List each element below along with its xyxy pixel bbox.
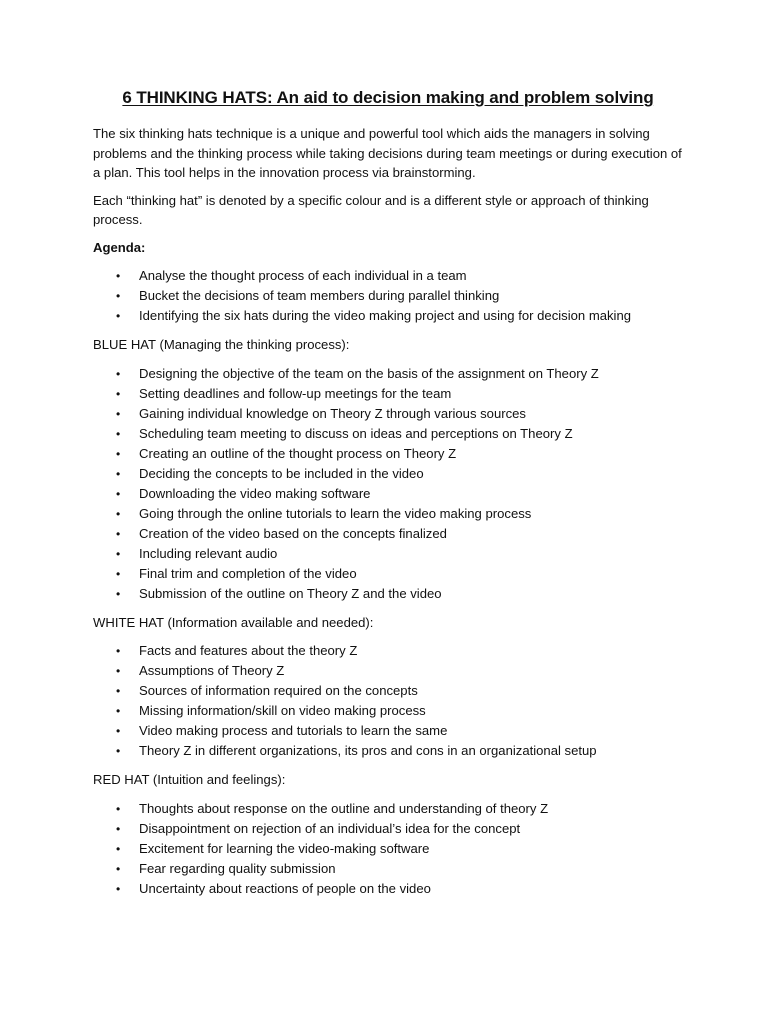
white-hat-heading: WHITE HAT (Information available and needed):: [93, 614, 374, 630]
bullet-icon: •: [116, 684, 121, 698]
bullet-icon: •: [116, 586, 121, 601]
list-item-text: Downloading the video making software: [139, 485, 371, 501]
bullet-icon: •: [116, 744, 121, 758]
list-item: [93, 464, 683, 484]
list-item-text: Uncertainty about reactions of people on the video: [139, 880, 431, 896]
bullet-icon: •: [116, 289, 121, 303]
bullet-icon: •: [116, 406, 121, 421]
bullet-icon: •: [116, 466, 121, 481]
list-item: [93, 641, 683, 661]
bullet-icon: •: [116, 664, 121, 678]
white-hat-list: [93, 641, 683, 761]
list-item-text: Theory Z in different organizations, its pros and cons in an organizational setup: [139, 743, 597, 758]
bullet-icon: •: [116, 861, 121, 876]
page-title: 6 THINKING HATS: An aid to decision making and problem solving: [122, 88, 654, 107]
list-item: [93, 384, 683, 404]
blue-hat-heading: BLUE HAT (Managing the thinking process):: [93, 337, 350, 352]
bullet-icon: •: [116, 426, 121, 441]
bullet-icon: •: [116, 704, 121, 718]
list-item: [93, 879, 683, 899]
agenda-list: [93, 266, 683, 326]
list-item-text: Including relevant audio: [139, 545, 278, 561]
list-item: [93, 266, 683, 286]
list-item-text: Disappointment on rejection of an individual’s idea for the concept: [139, 820, 521, 836]
list-item: [93, 444, 683, 464]
red-hat-list: [93, 799, 683, 899]
intro-paragraph: The six thinking hats technique is a unique and powerful tool which aids the managers in solving problems and the thinking process while taking decisions during team meetings or during execution of a plan. This tool helps in the innovation process via brainstorming.: [93, 126, 682, 180]
list-item: [93, 306, 683, 326]
list-item-text: Video making process and tutorials to learn the same: [139, 723, 448, 738]
list-item-text: Submission of the outline on Theory Z and the video: [139, 585, 442, 601]
list-item: [93, 404, 683, 424]
list-item-text: Designing the objective of the team on the basis of the assignment on Theory Z: [139, 365, 599, 381]
list-item-text: Gaining individual knowledge on Theory Z through various sources: [139, 405, 526, 421]
list-item: [93, 524, 683, 544]
list-item-text: Deciding the concepts to be included in the video: [139, 465, 424, 481]
bullet-icon: •: [116, 566, 121, 581]
bullet-icon: •: [116, 644, 121, 658]
list-item: [93, 819, 683, 839]
list-item: [93, 286, 683, 306]
list-item-text: Missing information/skill on video making process: [139, 703, 426, 718]
list-item-text: Facts and features about the theory Z: [139, 643, 358, 658]
list-item: [93, 661, 683, 681]
list-item-text: Final trim and completion of the video: [139, 565, 357, 581]
list-item-text: Creating an outline of the thought process on Theory Z: [139, 445, 457, 461]
agenda-heading: Agenda:: [93, 239, 146, 255]
bullet-icon: •: [116, 366, 121, 381]
bullet-icon: •: [116, 486, 121, 501]
list-item-text: Sources of information required on the concepts: [139, 683, 418, 698]
list-item-text: Setting deadlines and follow-up meetings for the team: [139, 385, 452, 401]
list-item-text: Excitement for learning the video-making software: [139, 840, 430, 856]
red-hat-heading: RED HAT (Intuition and feelings):: [93, 772, 286, 787]
list-item: [93, 721, 683, 741]
list-item-text: Bucket the decisions of team members during parallel thinking: [139, 288, 500, 303]
bullet-icon: •: [116, 546, 121, 561]
list-item-text: Identifying the six hats during the video making project and using for decision making: [139, 308, 632, 323]
list-item-text: Assumptions of Theory Z: [139, 663, 285, 678]
list-item: [93, 564, 683, 584]
bullet-icon: •: [116, 386, 121, 401]
list-item-text: Fear regarding quality submission: [139, 860, 336, 876]
list-item-text: Creation of the video based on the concepts finalized: [139, 525, 447, 541]
list-item-text: Thoughts about response on the outline and understanding of theory Z: [139, 800, 549, 816]
list-item: [93, 799, 683, 819]
bullet-icon: •: [116, 801, 121, 816]
list-item: [93, 859, 683, 879]
list-item-text: Scheduling team meeting to discuss on ideas and perceptions on Theory Z: [139, 425, 573, 441]
list-item: [93, 484, 683, 504]
bullet-icon: •: [116, 506, 121, 521]
list-item: [93, 681, 683, 701]
bullet-icon: •: [116, 526, 121, 541]
list-item: [93, 504, 683, 524]
blue-hat-list: [93, 364, 683, 604]
list-item-text: Analyse the thought process of each individual in a team: [139, 268, 467, 283]
bullet-icon: •: [116, 446, 121, 461]
list-item: [93, 544, 683, 564]
list-item-text: Going through the online tutorials to learn the video making process: [139, 505, 532, 521]
bullet-icon: •: [116, 724, 121, 738]
list-item: [93, 364, 683, 384]
intro-paragraph: Each “thinking hat” is denoted by a specific colour and is a different style or approach of thinking process.: [93, 192, 649, 227]
document-page: [93, 88, 683, 908]
bullet-icon: •: [116, 821, 121, 836]
list-item: [93, 584, 683, 604]
list-item: [93, 424, 683, 444]
bullet-icon: •: [116, 269, 121, 283]
bullet-icon: •: [116, 841, 121, 856]
list-item: [93, 741, 683, 761]
bullet-icon: •: [116, 309, 121, 323]
list-item: [93, 701, 683, 721]
bullet-icon: •: [116, 881, 121, 896]
list-item: [93, 839, 683, 859]
